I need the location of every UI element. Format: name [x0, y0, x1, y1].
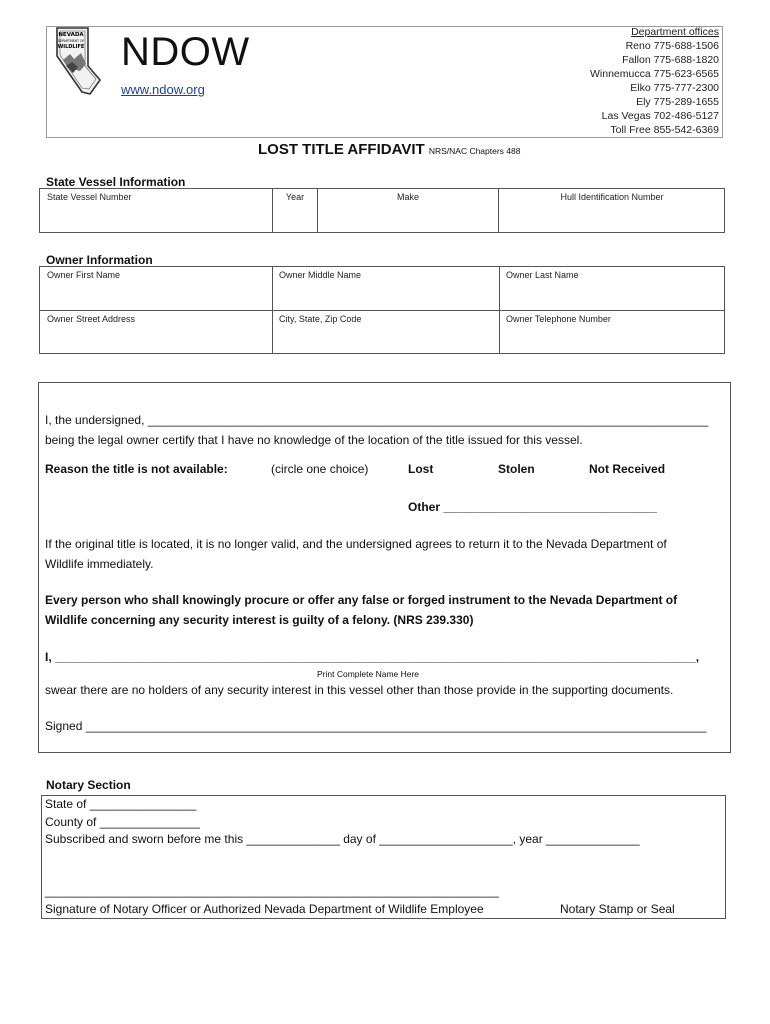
logo-text-1: NEVADA: [58, 32, 84, 38]
owner-middle-name-field[interactable]: Owner Middle Name: [279, 270, 362, 280]
owner-table: [39, 266, 725, 354]
swear-text: swear there are no holders of any security interest in this vessel other than those provide in the supporting documents.: [45, 683, 674, 697]
city-state-zip-field[interactable]: City, State, Zip Code: [279, 314, 362, 324]
print-name-hint: Print Complete Name Here: [317, 669, 420, 679]
title-located-text-1: If the original title is located, it is no longer valid, and the undersigned agrees to return it to the Nevada Department of: [45, 537, 667, 551]
notary-state-line[interactable]: State of ________________: [45, 797, 197, 811]
certify-text: being the legal owner certify that I have no knowledge of the location of the title issued for this vessel.: [45, 433, 583, 447]
make-field[interactable]: Make: [396, 192, 419, 202]
offices-title: Department offices: [631, 26, 719, 38]
choice-other[interactable]: Other ________________________________: [408, 500, 657, 514]
logo-text-3: WILDLIFE: [57, 44, 85, 50]
vessel-table: [39, 188, 725, 233]
circle-hint: (circle one choice): [271, 462, 369, 476]
department-offices: [590, 25, 719, 137]
choice-not-received[interactable]: Not Received: [589, 462, 666, 476]
felony-warning-1: Every person who shall knowingly procure or offer any false or forged instrument to the Nevada Department of: [45, 593, 678, 607]
title-located-text-2: Wildlife immediately.: [45, 557, 154, 571]
office-toll-free: Toll Free 855-542-6369: [610, 124, 719, 136]
office-las-vegas: Las Vegas 702-486-5127: [601, 110, 719, 122]
reason-label: Reason the title is not available:: [45, 462, 228, 476]
website-link[interactable]: www.ndow.org: [121, 82, 205, 97]
notary-subscribed-line[interactable]: Subscribed and sworn before me this ______________ day of ____________________, year ______________: [45, 832, 640, 846]
office-elko: Elko 775-777-2300: [630, 82, 719, 94]
choice-lost[interactable]: Lost: [408, 462, 434, 476]
nevada-logo-icon: [54, 26, 104, 96]
notary-signature-label: Signature of Notary Officer or Authorized Nevada Department of Wildlife Employee: [45, 902, 484, 916]
choice-stolen[interactable]: Stolen: [498, 462, 535, 476]
notary-signature-line[interactable]: ____________________________________________________________________: [45, 884, 499, 898]
office-fallon: Fallon 775-688-1820: [622, 54, 719, 66]
notary-stamp-label: Notary Stamp or Seal: [560, 902, 675, 916]
undersigned-line[interactable]: I, the undersigned, ____________________________________________________________________________________: [45, 413, 709, 427]
owner-section-title: Owner Information: [46, 253, 153, 267]
owner-last-name-field[interactable]: Owner Last Name: [506, 270, 579, 280]
signed-line[interactable]: Signed _____________________________________________________________________________________________: [45, 719, 707, 733]
office-ely: Ely 775-289-1655: [636, 96, 719, 108]
office-reno: Reno 775-688-1506: [625, 40, 719, 52]
brand-name: NDOW: [121, 30, 250, 74]
print-name-line[interactable]: I, ________________________________________________________________________________________________,: [45, 650, 700, 664]
vessel-section-title: State Vessel Information: [46, 175, 186, 189]
logo-text-2: DEPARTMENT OF: [57, 39, 85, 43]
owner-first-name-field[interactable]: Owner First Name: [47, 270, 121, 280]
owner-street-address-field[interactable]: Owner Street Address: [47, 314, 136, 324]
hull-id-field[interactable]: Hull Identification Number: [560, 192, 664, 202]
state-vessel-number-field[interactable]: State Vessel Number: [47, 192, 132, 202]
notary-box: [41, 795, 726, 919]
notary-section-title: Notary Section: [46, 778, 131, 792]
form-subtitle: NRS/NAC Chapters 488: [428, 146, 521, 156]
office-winnemucca: Winnemucca 775-623-6565: [590, 68, 719, 80]
owner-telephone-field[interactable]: Owner Telephone Number: [506, 314, 611, 324]
year-field[interactable]: Year: [285, 192, 305, 202]
notary-county-line[interactable]: County of _______________: [45, 815, 200, 829]
felony-warning-2: Wildlife concerning any security interest is guilty of a felony. (NRS 239.330): [45, 613, 474, 627]
form-title: [258, 141, 520, 158]
form-title-text: LOST TITLE AFFIDAVIT: [258, 141, 425, 158]
